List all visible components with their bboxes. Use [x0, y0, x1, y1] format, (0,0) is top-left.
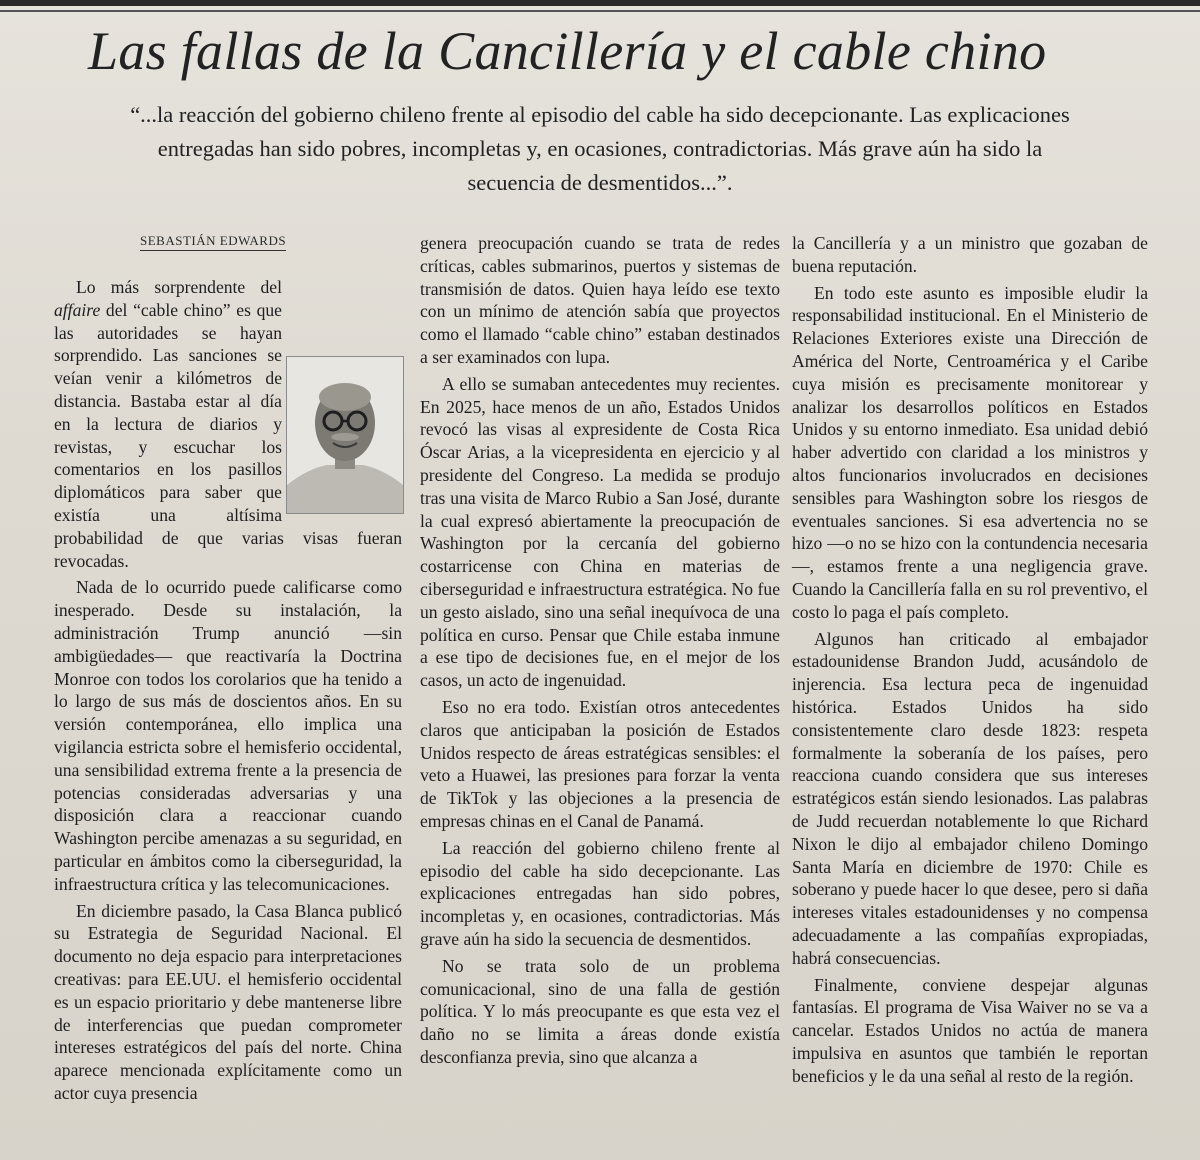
headline: Las fallas de la Cancillería y el cable chino — [88, 21, 1047, 81]
top-rule — [0, 0, 1200, 6]
paragraph: Finalmente, conviene despejar algunas fantasías. El programa de Visa Waiver no se va a cancelar. Estados Unidos no actúa de manera impulsiva en asuntos que también le reportan beneficios y le da una señal al resto de la región. — [792, 974, 1148, 1086]
paragraph: No se trata solo de un problema comunicacional, sino de una falla de gestión política. Y lo más preocupante es que esta vez el daño no se limita a áreas donde existía desconfianza previa, sino que alcanza a — [420, 955, 780, 1067]
paragraph: Algunos han criticado al embajador estadounidense Brandon Judd, acusándolo de injerencia. Esa lectura peca de ingenuidad histórica. Estados Unidos ha sido consistentemente claro desde 1823: respeta formalmente la soberanía de los países, pero reacciona cuando considera que sus intereses estratégicos están siendo lesionados. Las palabras de Judd recuerdan notablemente lo que Richard Nixon le dijo al embajador chileno Domingo Santa María en diciembre de 1970: Chile es soberano y puede hacer lo que desee, pero si daña intereses vitales estadounidenses y no compensa adecuadamente a las compañías expropiadas, habrá consecuencias. — [792, 628, 1148, 968]
italic-term: affaire — [54, 299, 101, 320]
paragraph: genera preocupación cuando se trata de redes críticas, cables submarinos, puertos y sistemas de transmisión de datos. Quien haya leído ese texto con un mínimo de atención sabía que proyectos como el llamado “cable chino” estaban destinados a ser examinados con lupa. — [420, 233, 780, 367]
paragraph: la Cancillería y a un ministro que gozaban de buena reputación. — [792, 233, 1148, 276]
paragraph: A ello se sumaban antecedentes muy recientes. En 2025, hace menos de un año, Estados Unidos revocó las visas al expresidente de Costa Rica Óscar Arias, a la vicepresidenta en ejercicio y al presidente del Congreso. La medida se produjo tras una visita de Marco Rubio a San José, durante la cual expresó abiertamente la preocupación de Washington por la cercanía del gobierno costarricense con China en materias de ciberseguridad e infraestructura estratégica. No fue un gesto aislado, sino una señal inequívoca de una política en curso. Pensar que Chile estaba inmune a ese tipo de decisiones fue, en el mejor de los casos, un acto de ingenuidad. — [420, 373, 780, 691]
paragraph: Nada de lo ocurrido puede calificarse como inesperado. Desde su instalación, la administración Trump anunció —sin ambigüedades— que reactivaría la Doctrina Monroe con todos los corolarios que ha tenido a lo largo de sus más de doscientos años. En su versión contemporánea, ello implica una vigilancia estricta sobre el hemisferio occidental, una sensibilidad extrema frente a la presencia de potencias consideradas adversarias y una disposición clara a reaccionar cuando Washington percibe amenazas a su seguridad, en particular en ámbitos como la ciberseguridad, la infraestructura crítica y las telecomunicaciones. — [54, 577, 402, 894]
paragraph: Lo más sorprendente del affaire del “cable chino” es que las autoridades se hayan sorprendido. Las sanciones se veían venir a kilómetros de distancia. Bastaba estar al día en la lectura de diarios y revistas, y escuchar los comentarios en los pasillos diplomáticos para saber que existía una altísima probabilidad de que varias visas fueran revocadas. — [54, 277, 402, 571]
column-2 — [420, 232, 780, 1073]
paragraph: En diciembre pasado, la Casa Blanca publicó su Estrategia de Seguridad Nacional. El documento no deja espacio para interpretaciones creativas: para EE.UU. el hemisferio occidental es un espacio prioritario y debe mantenerse libre de interferencias que puedan comprometer intereses estratégicos del país del norte. China aparece mencionada explícitamente como un actor cuya presencia — [54, 900, 402, 1103]
pull-quote-deck: “...la reacción del gobierno chileno frente al episodio del cable ha sido decepcionante. Las explicaciones entregadas han sido pobres, incompletas y, en ocasiones, contradictorias. Más grave aún ha sido la secuencia de desmentidos...”. — [130, 102, 1070, 195]
author-portrait-icon — [287, 357, 403, 513]
column-3 — [792, 232, 1148, 1091]
paragraph: La reacción del gobierno chileno frente al episodio del cable ha sido decepcionante. Las explicaciones entregadas han sido pobres, incompletas y, en ocasiones, contradictorias. Más grave aún ha sido la secuencia de desmentidos. — [420, 837, 780, 949]
paragraph: En todo este asunto es imposible eludir la responsabilidad institucional. En el Ministerio de Relaciones Exteriores existe una Dirección de América del Norte, Centroamérica y el Caribe cuya misión es precisamente monitorear y analizar los desarrollos políticos en Estados Unidos y su entorno inmediato. Esa unidad debió haber advertido con claridad a los ministros y altos funcionarios involucrados en decisiones sensibles para Washington sobre los riesgos de eventuales sanciones. Si esa advertencia no se hizo —o no se hizo con la contundencia necesaria—, estamos frente a una negligencia grave. Cuando la Cancillería falla en su rol preventivo, el costo lo paga el país completo. — [792, 282, 1148, 622]
paragraph: Eso no era todo. Existían otros antecedentes claros que anticipaban la posición de Estados Unidos respecto de áreas estratégicas sensibles: el veto a Huawei, las presiones para forzar la venta de TikTok y las objeciones a la presencia de empresas chinas en el Canal de Panamá. — [420, 696, 780, 831]
top-rule-thin — [0, 10, 1200, 12]
byline: SEBASTIÁN EDWARDS — [140, 233, 286, 251]
author-photo — [286, 356, 404, 514]
